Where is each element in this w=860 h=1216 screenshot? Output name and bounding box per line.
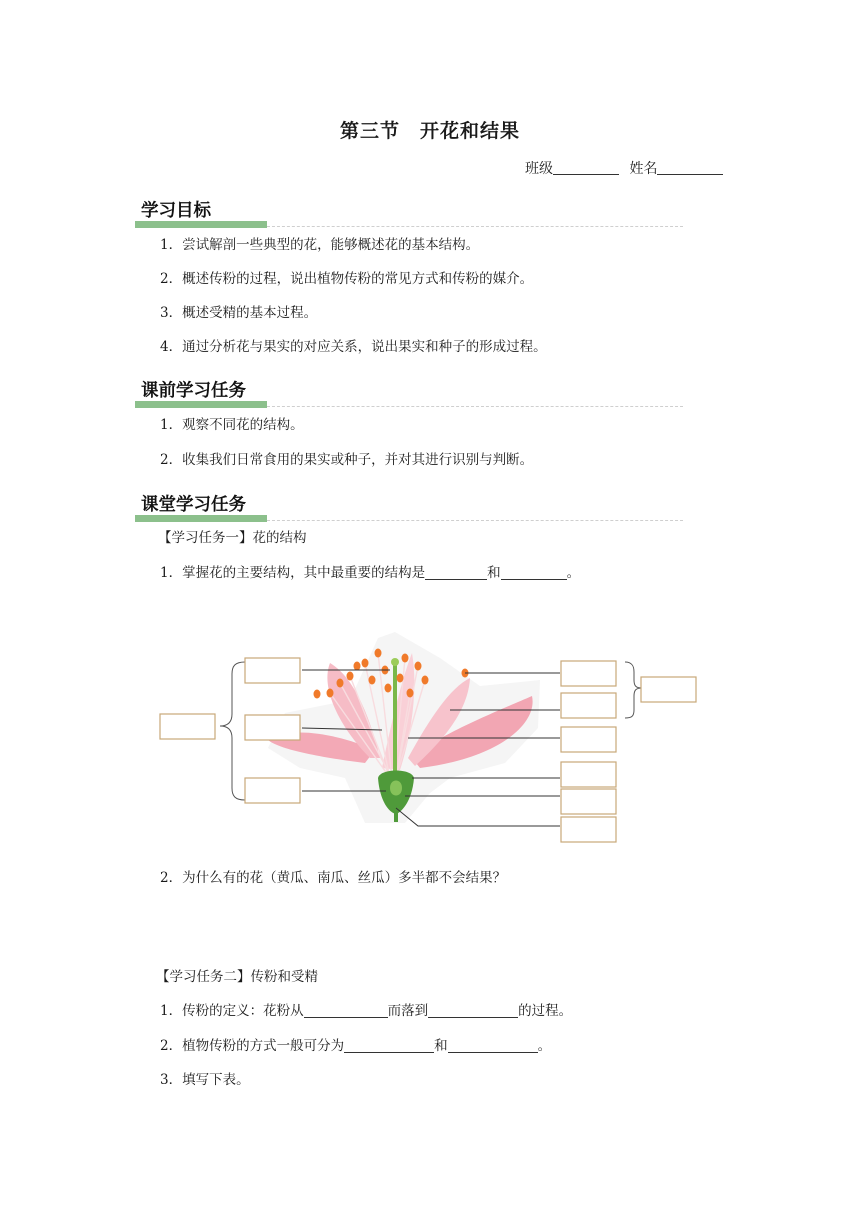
label-box[interactable] [245, 658, 300, 683]
label-box[interactable] [561, 661, 616, 686]
section-bar [135, 221, 267, 228]
objective-item: 4．通过分析花与果实的对应关系，说出果实和种子的形成过程。 [160, 339, 547, 355]
stem [394, 812, 398, 822]
name-label: 姓名 [629, 161, 658, 177]
flower-structure-diagram [150, 618, 710, 854]
q-text: 1．传粉的定义：花粉从 [160, 1003, 304, 1019]
q-text: 1．掌握花的主要结构，其中最重要的结构是 [160, 565, 426, 581]
label-box[interactable] [561, 727, 616, 752]
section-heading-preclass [135, 372, 683, 402]
class-blank[interactable] [553, 160, 619, 175]
name-blank[interactable] [657, 160, 723, 175]
q-text: 2．植物传粉的方式一般可分为 [160, 1038, 345, 1054]
q-text: 的过程。 [518, 1003, 573, 1019]
student-info [525, 158, 729, 178]
section-title: 课堂学习任务 [141, 495, 246, 515]
section-heading-objectives [135, 192, 683, 222]
answer-blank[interactable] [448, 1038, 538, 1053]
q-text: 。 [537, 1038, 552, 1054]
preclass-item: 2．收集我们日常食用的果实或种子，并对其进行识别与判断。 [160, 452, 534, 468]
q-text: 和 [487, 565, 501, 581]
answer-blank[interactable] [425, 565, 487, 580]
ovary [390, 781, 402, 796]
title-part2: 开花和结果 [420, 120, 521, 142]
label-box[interactable] [561, 817, 616, 842]
section-divider [267, 226, 683, 227]
task2-title: 【学习任务二】传粉和受精 [156, 969, 318, 985]
title-part1: 第三节 [339, 120, 400, 142]
answer-blank[interactable] [428, 1003, 518, 1018]
label-box[interactable] [245, 778, 300, 803]
q-text: 。 [566, 565, 581, 581]
label-box[interactable] [245, 715, 300, 740]
q-text: 和 [434, 1038, 448, 1054]
task1-question-2: 2．为什么有的花（黄瓜、南瓜、丝瓜）多半都不会结果？ [160, 870, 507, 886]
section-bar [135, 401, 267, 408]
section-divider [267, 520, 683, 521]
label-box[interactable] [561, 693, 616, 718]
section-divider [267, 406, 683, 407]
label-box[interactable] [561, 789, 616, 814]
section-title: 学习目标 [141, 201, 211, 221]
task2-question-3: 3．填写下表。 [160, 1072, 250, 1088]
label-box[interactable] [561, 762, 616, 787]
task2-question-1 [160, 1002, 572, 1020]
task1-question-1 [160, 564, 580, 582]
section-title: 课前学习任务 [141, 381, 246, 401]
class-label: 班级 [525, 161, 553, 177]
task2-question-2 [160, 1037, 551, 1055]
objective-item: 3．概述受精的基本过程。 [160, 305, 318, 321]
label-box[interactable] [641, 677, 696, 702]
stigma [391, 658, 399, 666]
label-box[interactable] [160, 714, 215, 739]
q-text: 而落到 [387, 1003, 429, 1019]
objective-item: 2．概述传粉的过程，说出植物传粉的常见方式和传粉的媒介。 [160, 271, 534, 287]
answer-blank[interactable] [344, 1038, 434, 1053]
objective-item: 1．尝试解剖一些典型的花，能够概述花的基本结构。 [160, 237, 480, 253]
task1-title: 【学习任务一】花的结构 [158, 530, 307, 546]
answer-blank[interactable] [304, 1003, 388, 1018]
page-title [0, 116, 860, 143]
section-heading-inclass [135, 486, 683, 516]
section-bar [135, 515, 267, 522]
answer-blank[interactable] [501, 565, 567, 580]
style [393, 663, 397, 783]
preclass-item: 1．观察不同花的结构。 [160, 417, 304, 433]
